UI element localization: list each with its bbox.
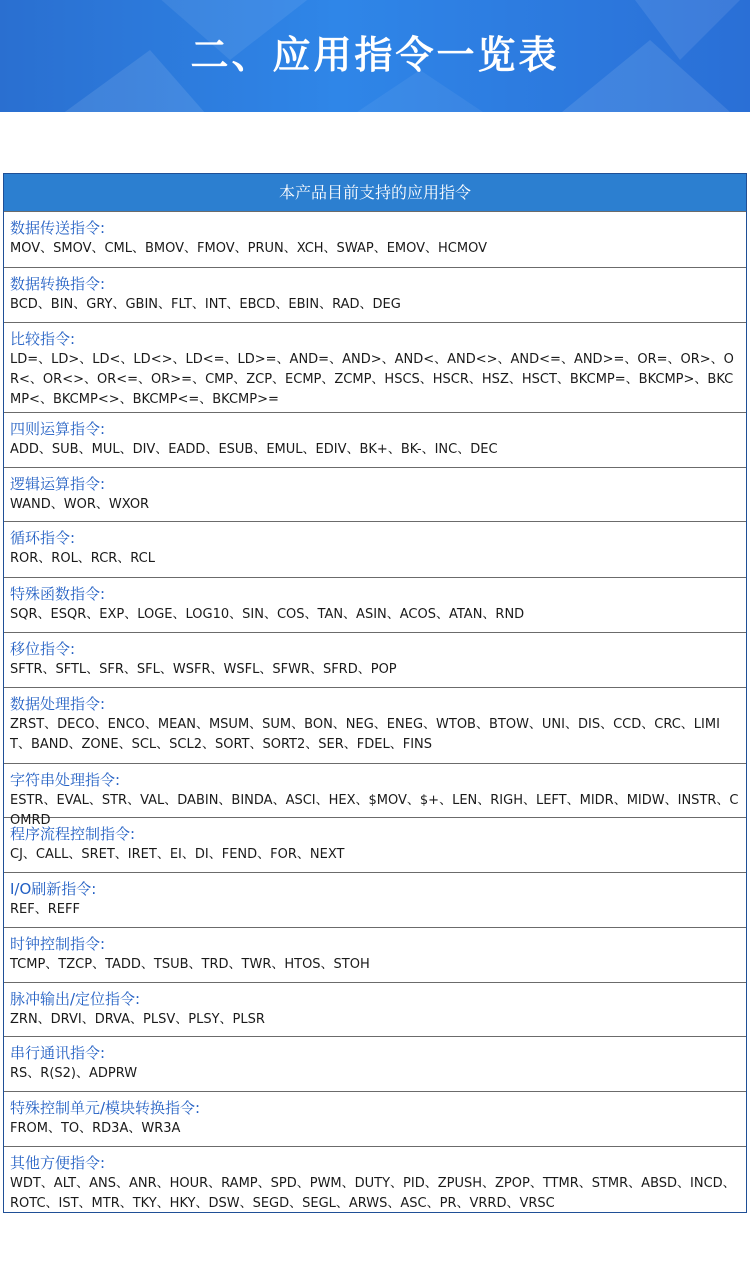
category-label: 其他方便指令: [10, 1154, 106, 1172]
title-banner [0, 0, 750, 112]
table-row [4, 211, 746, 267]
command-list: BCD、BIN、GRY、GBIN、FLT、INT、EBCD、EBIN、RAD、DEG [10, 297, 401, 312]
category-label: 四则运算指令: [10, 420, 106, 438]
table-row [4, 322, 746, 412]
table-row [4, 982, 746, 1036]
table-row [4, 817, 746, 872]
table-row [4, 267, 746, 322]
category-label: I/O刷新指令: [10, 880, 97, 898]
category-label: 程序流程控制指令: [10, 825, 136, 843]
command-list: ADD、SUB、MUL、DIV、EADD、ESUB、EMUL、EDIV、BK+、BK-、INC、DEC [10, 442, 498, 457]
table-row [4, 763, 746, 828]
command-list: CJ、CALL、SRET、IRET、EI、DI、FEND、FOR、NEXT [10, 847, 345, 862]
command-list: REF、REFF [10, 902, 80, 917]
category-label: 时钟控制指令: [10, 935, 106, 953]
table-row [4, 577, 746, 632]
instruction-table [3, 173, 747, 1213]
category-label: 数据转换指令: [10, 275, 106, 293]
command-list: ROR、ROL、RCR、RCL [10, 551, 156, 566]
category-label: 逻辑运算指令: [10, 475, 106, 493]
command-list: FROM、TO、RD3A、WR3A [10, 1121, 181, 1136]
command-list: WAND、WOR、WXOR [10, 497, 150, 512]
table-row [4, 412, 746, 467]
category-label: 串行通讯指令: [10, 1044, 106, 1062]
command-list: ZRST、DECO、ENCO、MEAN、MSUM、SUM、BON、NEG、ENEG、WTOB、BTOW、UNI、DIS、CCD、CRC、LIMIT、BAND、ZONE、SCL、SCL2、SORT、SORT2、SER、FDEL、FINS [10, 717, 720, 752]
table-row [4, 521, 746, 577]
command-list: SFTR、SFTL、SFR、SFL、WSFR、WSFL、SFWR、SFRD、POP [10, 662, 397, 677]
command-list: SQR、ESQR、EXP、LOGE、LOG10、SIN、COS、TAN、ASIN、ACOS、ATAN、RND [10, 607, 525, 622]
table-header: 本产品目前支持的应用指令 [4, 174, 746, 211]
command-list: TCMP、TZCP、TADD、TSUB、TRD、TWR、HTOS、STOH [10, 957, 370, 972]
category-label: 字符串处理指令: [10, 771, 121, 789]
table-row [4, 1036, 746, 1091]
category-label: 特殊函数指令: [10, 585, 106, 603]
category-label: 数据传送指令: [10, 219, 106, 237]
table-row [4, 687, 746, 763]
command-list: LD=、LD>、LD<、LD<>、LD<=、LD>=、AND=、AND>、AND<、AND<>、AND<=、AND>=、OR=、OR>、OR<、OR<>、OR<=、OR>=、CMP、ZCP、ECMP、ZCMP、HSCS、HSCR、HSZ、HSCT、BKCMP=、BKCMP>、BKCMP<、BKCMP<>、BKCMP<=、BKCMP>= [10, 352, 734, 407]
command-list: RS、R(S2)、ADPRW [10, 1066, 138, 1081]
table-row [4, 927, 746, 982]
table-row [4, 1091, 746, 1146]
category-label: 脉冲输出/定位指令: [10, 990, 141, 1008]
category-label: 比较指令: [10, 330, 76, 348]
category-label: 循环指令: [10, 529, 76, 547]
table-row [4, 872, 746, 927]
table-row [4, 632, 746, 687]
page-title: 二、应用指令一览表 [190, 33, 560, 77]
category-label: 特殊控制单元/模块转换指令: [10, 1099, 201, 1117]
command-list: ESTR、EVAL、STR、VAL、DABIN、BINDA、ASCI、HEX、$MOV、$+、LEN、RIGH、LEFT、MIDR、MIDW、INSTR、COMRD [10, 793, 739, 828]
command-list: WDT、ALT、ANS、ANR、HOUR、RAMP、SPD、PWM、DUTY、PID、ZPUSH、ZPOP、TTMR、STMR、ABSD、INCD、ROTC、IST、MTR、TKY、HKY、DSW、SEGD、SEGL、ARWS、ASC、PR、VRRD、VRSC [10, 1176, 736, 1211]
category-label: 移位指令: [10, 640, 76, 658]
table-row [4, 1146, 746, 1212]
category-label: 数据处理指令: [10, 695, 106, 713]
table-row [4, 467, 746, 521]
command-list: ZRN、DRVI、DRVA、PLSV、PLSY、PLSR [10, 1012, 265, 1027]
command-list: MOV、SMOV、CML、BMOV、FMOV、PRUN、XCH、SWAP、EMOV、HCMOV [10, 241, 487, 256]
